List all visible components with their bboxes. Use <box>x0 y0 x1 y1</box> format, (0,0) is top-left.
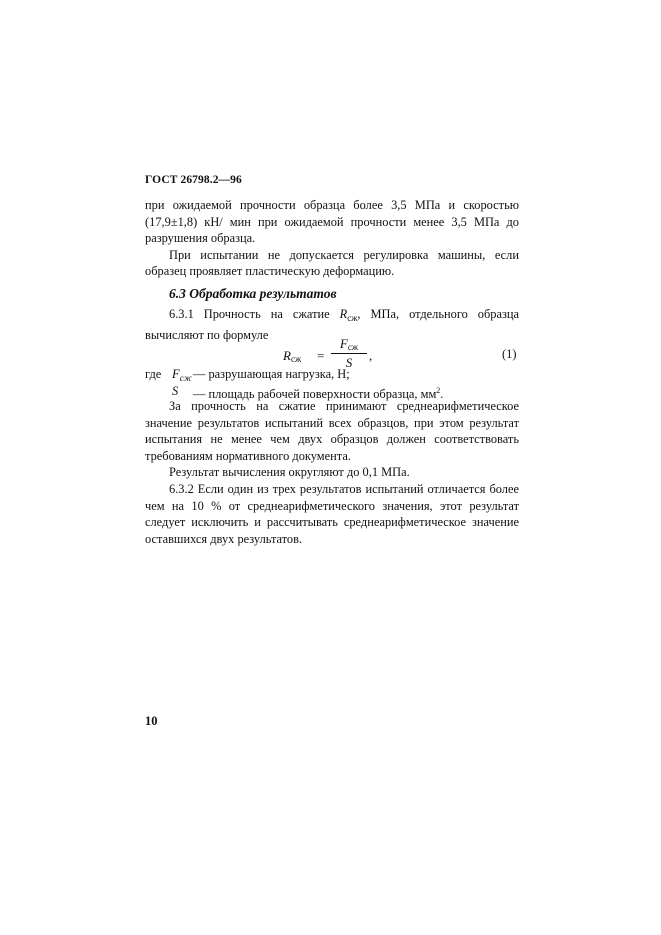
formula-comma: , <box>369 348 373 363</box>
strength-paragraph: За прочность на сжатие принимают среднеарифметическое значение результатов испытаний всех образцов, при этом результат испытания не менее чем двух образцов должен соответствовать требованиям нормативного документа. <box>145 399 519 463</box>
results-block <box>145 398 519 547</box>
formula-lhs-symbol: R <box>283 348 291 363</box>
where-desc-s: — площадь рабочей поверхности образца, мм <box>193 386 437 401</box>
equation-number: (1) <box>502 347 517 361</box>
where-row-f <box>145 366 519 383</box>
where-row-s <box>145 383 519 400</box>
formula-lhs <box>283 348 301 364</box>
where-f-letter: F <box>172 367 180 381</box>
formula-numerator <box>331 336 367 354</box>
intro-paragraph-2: При испытании не допускается регулировка машины, если образец проявляет пластическую деформацию. <box>145 247 519 279</box>
formula-num-symbol: F <box>339 336 348 351</box>
formula-num-sub: сж <box>347 342 359 352</box>
formula-equals: = <box>317 348 325 363</box>
paragraph-6-3-2: 6.3.2 Если один из трех результатов испытаний отличается более чем на 10 % от среднеарифметического значения, этот результат следует исключить и рассчитывать среднеарифметическое значение оставшихся двух результатов. <box>145 481 519 546</box>
where-block <box>145 366 519 399</box>
formula-lhs-sub: сж <box>290 354 302 364</box>
rounding-paragraph: Результат вычисления округляют до 0,1 МПа. <box>169 465 410 480</box>
page-number: 10 <box>145 714 158 728</box>
p631-symbol-sub: сж <box>347 313 358 323</box>
where-f-sub: сж <box>179 373 192 383</box>
formula-denominator: S <box>345 355 353 370</box>
p631-text-before: 6.3.1 Прочность на сжатие <box>169 307 340 321</box>
intro-block <box>145 197 519 280</box>
where-label: где <box>145 367 162 381</box>
intro-paragraph-1: при ожидаемой прочности образца более 3,5 МПа и скоростью (17,9±1,8) кН/ мин при ожидаемой прочности менее 3,5 МПа до разрушения образца. <box>145 198 519 246</box>
document-code: ГОСТ 26798.2—96 <box>145 174 242 186</box>
where-symbol-s: S <box>172 383 179 398</box>
where-desc-s-sup: 2 <box>436 385 441 395</box>
section-heading: 6.3 Обработка результатов <box>169 286 337 301</box>
p631-text-after: , МПа, отдельного образца вычисляют по формуле <box>145 307 519 342</box>
where-desc-f: — разрушающая нагрузка, Н; <box>193 367 350 381</box>
p631-symbol: R <box>339 307 348 321</box>
where-desc-s-end: . <box>440 386 444 401</box>
